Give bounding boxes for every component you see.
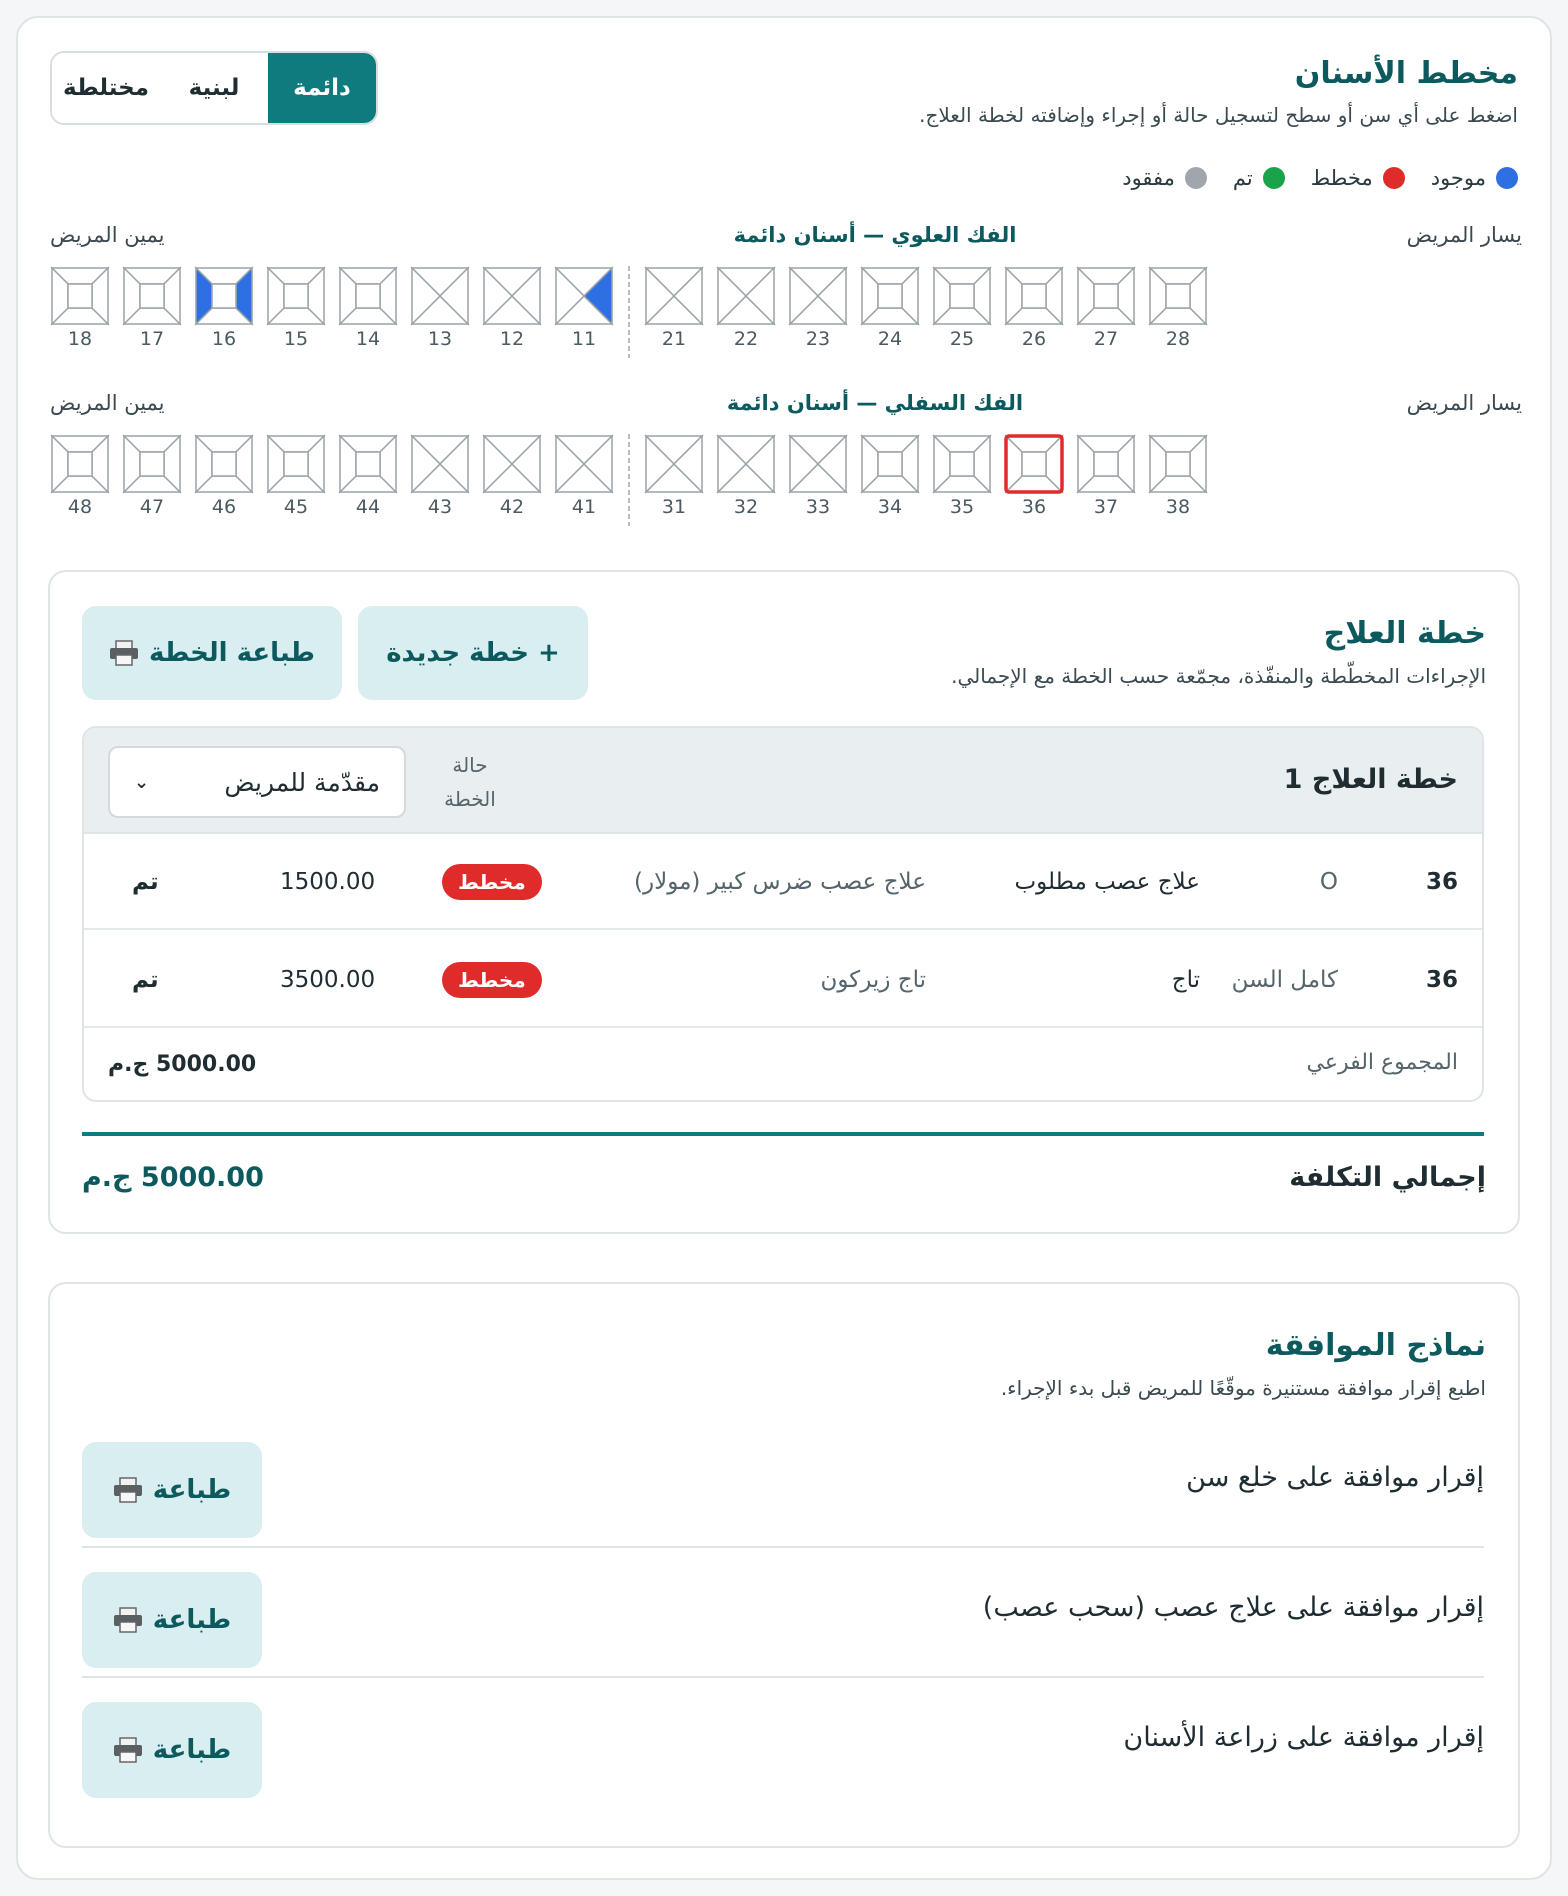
row-tooth: 36	[1425, 967, 1458, 993]
consent-forms-card	[48, 1282, 1520, 1848]
tooth-26[interactable]	[1004, 266, 1064, 356]
tooth-surfaces-icon[interactable]	[1076, 434, 1136, 494]
consent-card-title: نماذج الموافقة	[1265, 1328, 1486, 1363]
tooth-34[interactable]	[860, 434, 920, 524]
upper-teeth-row	[50, 266, 1250, 356]
tooth-number: 25	[949, 328, 975, 350]
chevron-down-icon: ⌄	[134, 771, 150, 793]
tab-primary[interactable]: لبنية	[160, 53, 268, 123]
tooth-surfaces-icon[interactable]	[266, 266, 326, 326]
row-done-action[interactable]: تم	[132, 869, 159, 895]
tooth-number: 44	[355, 496, 381, 518]
existing-dot-icon	[1496, 167, 1518, 189]
tooth-surfaces-icon[interactable]	[482, 266, 542, 326]
tooth-number: 42	[499, 496, 525, 518]
consent-card-subtitle: اطبع إقرار موافقة مستنيرة موقّعًا للمريض قبل بدء الإجراء.	[1000, 1376, 1486, 1400]
legend-label: تم	[1232, 166, 1253, 190]
chart-title: مخطط الأسنان	[1294, 56, 1518, 91]
print-plan-label: طباعة الخطة	[149, 638, 315, 668]
procedure-row[interactable]	[84, 834, 1482, 930]
patient-left-label: يسار المريض	[1406, 223, 1522, 247]
tooth-21[interactable]	[644, 266, 704, 356]
upper-right-quadrant	[50, 266, 614, 356]
tooth-surfaces-icon[interactable]	[788, 266, 848, 326]
status-badge: مخطط	[442, 962, 542, 998]
plan-status-value: مقدّمة للمريض	[224, 767, 380, 797]
tooth-number: 35	[949, 496, 975, 518]
consent-form-row	[82, 1548, 1484, 1678]
consent-form-label: إقرار موافقة على خلع سن	[1186, 1462, 1484, 1493]
treatment-plan-card	[48, 570, 1520, 1234]
total-value: 5000.00 ج.م	[82, 1162, 264, 1193]
tooth-surfaces-icon[interactable]	[194, 434, 254, 494]
tooth-number: 22	[733, 328, 759, 350]
tooth-surfaces-icon[interactable]	[788, 434, 848, 494]
patient-right-label: يمين المريض	[50, 391, 165, 415]
tooth-35[interactable]	[932, 434, 992, 524]
print-label: طباعة	[152, 1475, 232, 1505]
row-procedure: علاج عصب مطلوب	[1014, 869, 1200, 895]
legend-label: مخطط	[1310, 166, 1373, 190]
plan-name: خطة العلاج 1	[1283, 764, 1458, 795]
patient-left-label: يسار المريض	[1406, 391, 1522, 415]
tooth-16[interactable]	[194, 266, 254, 356]
consent-form-row	[82, 1678, 1484, 1808]
tooth-number: 12	[499, 328, 525, 350]
dentition-toggle	[50, 51, 378, 125]
print-consent-button[interactable]	[82, 1442, 262, 1538]
tooth-number: 41	[571, 496, 597, 518]
tooth-surfaces-icon[interactable]	[932, 434, 992, 494]
missing-dot-icon	[1185, 167, 1207, 189]
subtotal-row	[84, 1028, 1482, 1102]
legend-label: موجود	[1430, 166, 1486, 190]
tooth-23[interactable]	[788, 266, 848, 356]
tooth-number: 16	[211, 328, 237, 350]
tooth-number: 14	[355, 328, 381, 350]
tooth-surfaces-icon[interactable]	[644, 434, 704, 494]
tooth-surfaces-icon[interactable]	[50, 434, 110, 494]
tooth-surfaces-icon[interactable]	[1148, 434, 1208, 494]
chart-header	[218, 56, 1518, 127]
tooth-48[interactable]	[50, 434, 110, 524]
tooth-number: 23	[805, 328, 831, 350]
tooth-number: 33	[805, 496, 831, 518]
row-procedure: تاج	[1171, 967, 1200, 993]
tooth-28[interactable]	[1148, 266, 1208, 356]
row-done-action[interactable]: تم	[132, 967, 159, 993]
tooth-33[interactable]	[788, 434, 848, 524]
row-status-cell	[442, 834, 542, 930]
tooth-number: 45	[283, 496, 309, 518]
planned-dot-icon	[1383, 167, 1405, 189]
tooth-number: 28	[1165, 328, 1191, 350]
legend-item-planned	[1311, 166, 1405, 190]
plan-card-title: خطة العلاج	[1323, 616, 1486, 651]
tooth-number: 15	[283, 328, 309, 350]
print-consent-button[interactable]	[82, 1702, 262, 1798]
print-label: طباعة	[152, 1605, 232, 1635]
legend-label: مفقود	[1122, 166, 1175, 190]
tooth-number: 17	[139, 328, 165, 350]
tooth-45[interactable]	[266, 434, 326, 524]
tooth-15[interactable]	[266, 266, 326, 356]
tooth-number: 27	[1093, 328, 1119, 350]
chart-subtitle: اضغط على أي سن أو سطح لتسجيل حالة أو إجراء وإضافته لخطة العلاج.	[919, 103, 1518, 127]
tooth-number: 37	[1093, 496, 1119, 518]
tooth-38[interactable]	[1148, 434, 1208, 524]
tooth-14[interactable]	[338, 266, 398, 356]
row-detail: تاج زيركون	[820, 967, 926, 993]
tooth-number: 43	[427, 496, 453, 518]
tooth-surfaces-icon[interactable]	[1076, 266, 1136, 326]
plan-group	[82, 726, 1484, 1102]
tooth-surfaces-icon[interactable]	[1004, 434, 1064, 494]
consent-form-label: إقرار موافقة على زراعة الأسنان	[1123, 1722, 1484, 1753]
tab-permanent[interactable]: دائمة	[268, 53, 376, 123]
tooth-11[interactable]	[554, 266, 614, 356]
tooth-41[interactable]	[554, 434, 614, 524]
lower-left-quadrant	[644, 434, 1208, 524]
row-price: 1500.00	[280, 869, 376, 895]
tooth-number: 18	[67, 328, 93, 350]
consent-form-label: إقرار موافقة على علاج عصب (سحب عصب)	[982, 1592, 1484, 1623]
tooth-surfaces-icon[interactable]	[716, 266, 776, 326]
printer-icon	[113, 1737, 143, 1763]
lower-jaw-title: الفك السفلي — أسنان دائمة	[726, 391, 1024, 415]
printer-icon	[113, 1477, 143, 1503]
tooth-number: 31	[661, 496, 687, 518]
row-surface: كامل السن	[1231, 967, 1338, 993]
tooth-13[interactable]	[410, 266, 470, 356]
plan-status-select[interactable]	[108, 746, 406, 818]
row-status-cell	[442, 932, 542, 1028]
legend	[1122, 166, 1518, 190]
print-consent-button[interactable]	[82, 1572, 262, 1668]
tooth-number: 47	[139, 496, 165, 518]
tooth-number: 26	[1021, 328, 1047, 350]
total-divider	[82, 1132, 1484, 1136]
tab-mixed[interactable]: مختلطة	[52, 53, 160, 123]
tooth-surfaces-icon[interactable]	[410, 266, 470, 326]
tooth-surfaces-icon[interactable]	[194, 266, 254, 326]
legend-item-done	[1233, 166, 1285, 190]
tooth-surfaces-icon[interactable]	[932, 266, 992, 326]
tooth-number: 34	[877, 496, 903, 518]
tooth-surfaces-icon[interactable]	[338, 434, 398, 494]
tooth-surfaces-icon[interactable]	[338, 266, 398, 326]
tooth-number: 13	[427, 328, 453, 350]
tooth-number: 48	[67, 496, 93, 518]
row-detail: علاج عصب ضرس كبير (مولار)	[634, 869, 926, 895]
status-badge: مخطط	[442, 864, 542, 900]
tooth-surfaces-icon[interactable]	[50, 266, 110, 326]
row-surface: O	[1319, 869, 1338, 895]
tooth-surfaces-icon[interactable]	[860, 434, 920, 494]
tooth-31[interactable]	[644, 434, 704, 524]
subtotal-value: 5000.00 ج.م	[108, 1052, 257, 1077]
print-label: طباعة	[152, 1735, 232, 1765]
tooth-25[interactable]	[932, 266, 992, 356]
tooth-number: 24	[877, 328, 903, 350]
tooth-surfaces-icon[interactable]	[860, 266, 920, 326]
tooth-32[interactable]	[716, 434, 776, 524]
tooth-surfaces-icon[interactable]	[716, 434, 776, 494]
tooth-surfaces-icon[interactable]	[644, 266, 704, 326]
tooth-36[interactable]	[1004, 434, 1064, 524]
tooth-surfaces-icon[interactable]	[1148, 266, 1208, 326]
midline-divider	[628, 266, 630, 358]
tooth-18[interactable]	[50, 266, 110, 356]
plan-card-subtitle: الإجراءات المخطّطة والمنفّذة، مجمّعة حسب الخطة مع الإجمالي.	[951, 664, 1486, 688]
tooth-47[interactable]	[122, 434, 182, 524]
legend-item-missing	[1122, 166, 1207, 190]
tooth-12[interactable]	[482, 266, 542, 356]
total-label: إجمالي التكلفة	[1289, 1162, 1486, 1193]
tooth-number: 38	[1165, 496, 1191, 518]
legend-item-existing	[1431, 166, 1518, 190]
consent-form-row	[82, 1418, 1484, 1548]
printer-icon	[109, 640, 139, 666]
tooth-24[interactable]	[860, 266, 920, 356]
plan-group-header	[84, 728, 1482, 834]
tooth-surfaces-icon[interactable]	[410, 434, 470, 494]
printer-icon	[113, 1607, 143, 1633]
tooth-27[interactable]	[1076, 266, 1136, 356]
tooth-surfaces-icon[interactable]	[554, 434, 614, 494]
tooth-number: 36	[1021, 496, 1047, 518]
procedure-row[interactable]	[84, 932, 1482, 1028]
tooth-22[interactable]	[716, 266, 776, 356]
lower-right-quadrant	[50, 434, 614, 524]
tooth-43[interactable]	[410, 434, 470, 524]
tooth-number: 21	[661, 328, 687, 350]
tooth-number: 46	[211, 496, 237, 518]
tooth-surfaces-icon[interactable]	[554, 266, 614, 326]
tooth-44[interactable]	[338, 434, 398, 524]
new-plan-button[interactable]: + خطة جديدة	[358, 606, 588, 700]
row-price: 3500.00	[280, 967, 376, 993]
upper-jaw-title: الفك العلوي — أسنان دائمة	[733, 223, 1017, 247]
tooth-surfaces-icon[interactable]	[266, 434, 326, 494]
plan-status-label: حالة الخطة	[444, 753, 496, 811]
lower-teeth-row	[50, 434, 1250, 524]
upper-left-quadrant	[644, 266, 1208, 356]
tooth-number: 11	[571, 328, 597, 350]
print-plan-button[interactable]	[82, 606, 342, 700]
tooth-46[interactable]	[194, 434, 254, 524]
patient-right-label: يمين المريض	[50, 223, 165, 247]
tooth-42[interactable]	[482, 434, 542, 524]
tooth-37[interactable]	[1076, 434, 1136, 524]
tooth-surfaces-icon[interactable]	[122, 266, 182, 326]
midline-divider	[628, 434, 630, 526]
tooth-surfaces-icon[interactable]	[122, 434, 182, 494]
row-tooth: 36	[1425, 869, 1458, 895]
tooth-surfaces-icon[interactable]	[1004, 266, 1064, 326]
tooth-number: 32	[733, 496, 759, 518]
tooth-17[interactable]	[122, 266, 182, 356]
subtotal-label: المجموع الفرعي	[1306, 1050, 1458, 1075]
tooth-surfaces-icon[interactable]	[482, 434, 542, 494]
done-dot-icon	[1263, 167, 1285, 189]
